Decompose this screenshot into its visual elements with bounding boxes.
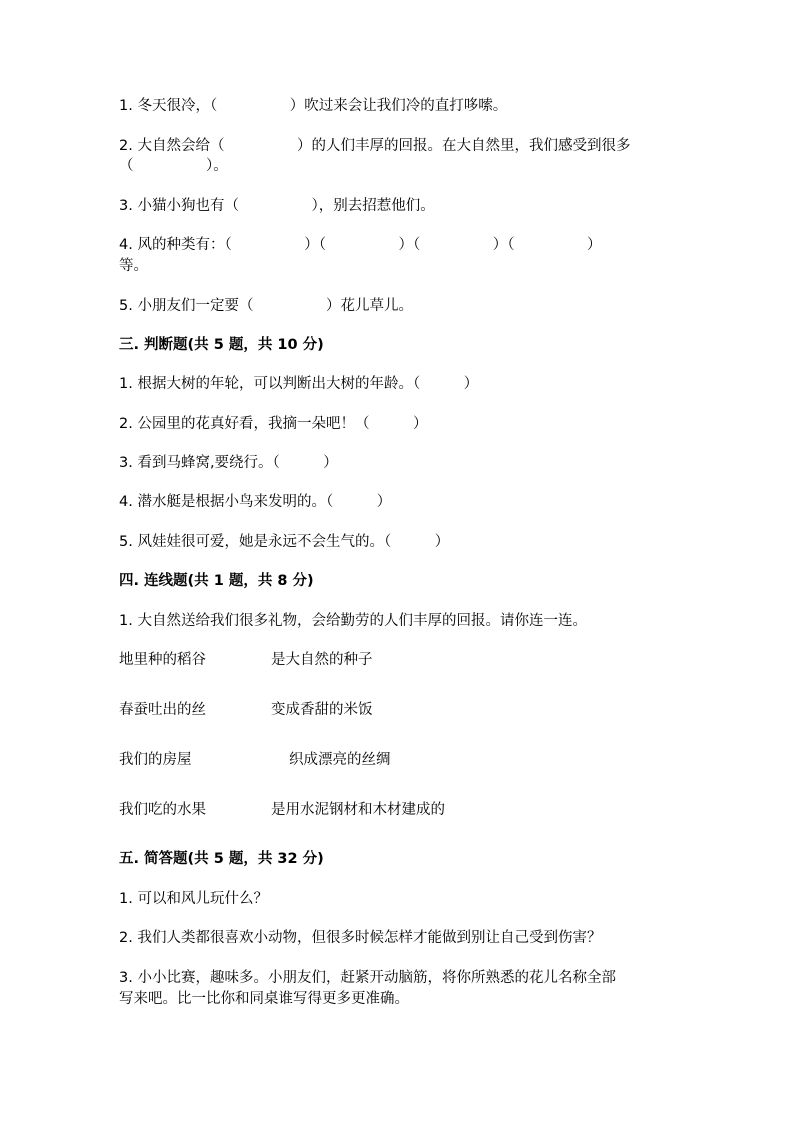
fill-blank-q5: 5. 小朋友们一定要（ ）花儿草儿。: [119, 298, 413, 314]
fill-blank-q1: 1. 冬天很冷，（ ）吹过来会让我们冷的直打哆嗦。: [119, 98, 508, 114]
matching-q1: 1. 大自然送给我们很多礼物，会给勤劳的人们丰厚的回报。请你连一连。: [119, 613, 587, 629]
fill-blank-q2-line2: （ ）。: [119, 158, 228, 174]
matching-left-item: 我们的房屋: [119, 752, 192, 768]
judge-q1: 1. 根据大树的年轮，可以判断出大树的年龄。（ ）: [119, 376, 479, 392]
matching-left-item: 地里种的稻谷: [119, 652, 206, 668]
fill-blank-q4-line2: 等。: [119, 258, 148, 274]
matching-right-item: 变成香甜的米饭: [271, 702, 373, 718]
judge-q3: 3. 看到马蜂窝,要绕行。（ ）: [119, 455, 338, 471]
fill-blank-q4-line1: 4. 风的种类有：（ ）（ ）（ ）（ ）: [119, 237, 602, 253]
matching-right-item: 织成漂亮的丝绸: [289, 752, 391, 768]
short-answer-q3-line1: 3. 小小比赛，趣味多。小朋友们，赶紧开动脑筋，将你所熟悉的花儿名称全部: [119, 970, 616, 986]
judge-heading: 三. 判断题(共 5 题，共 10 分): [119, 337, 324, 353]
matching-heading: 四. 连线题(共 1 题，共 8 分): [119, 573, 314, 589]
judge-q4: 4. 潜水艇是根据小鸟来发明的。（ ）: [119, 494, 392, 510]
judge-q5: 5. 风娃娃很可爱，她是永远不会生气的。（ ）: [119, 534, 450, 550]
short-answer-heading: 五. 简答题(共 5 题，共 32 分): [119, 851, 324, 867]
fill-blank-q3: 3. 小猫小狗也有（ ），别去招惹他们。: [119, 198, 435, 214]
short-answer-q1: 1. 可以和风儿玩什么？: [119, 891, 268, 907]
matching-right-item: 是用水泥钢材和木材建成的: [271, 802, 445, 818]
fill-blank-q2-line1: 2. 大自然会给（ ）的人们丰厚的回报。在大自然里，我们感受到很多: [119, 138, 631, 154]
short-answer-q2: 2. 我们人类都很喜欢小动物，但很多时候怎样才能做到别让自己受到伤害？: [119, 930, 602, 946]
matching-right-item: 是大自然的种子: [271, 652, 373, 668]
short-answer-q3-line2: 写来吧。比一比你和同桌谁写得更多更准确。: [119, 991, 409, 1007]
judge-q2: 2. 公园里的花真好看，我摘一朵吧！（ ）: [119, 416, 428, 432]
matching-left-item: 我们吃的水果: [119, 802, 206, 818]
matching-left-item: 春蚕吐出的丝: [119, 702, 206, 718]
